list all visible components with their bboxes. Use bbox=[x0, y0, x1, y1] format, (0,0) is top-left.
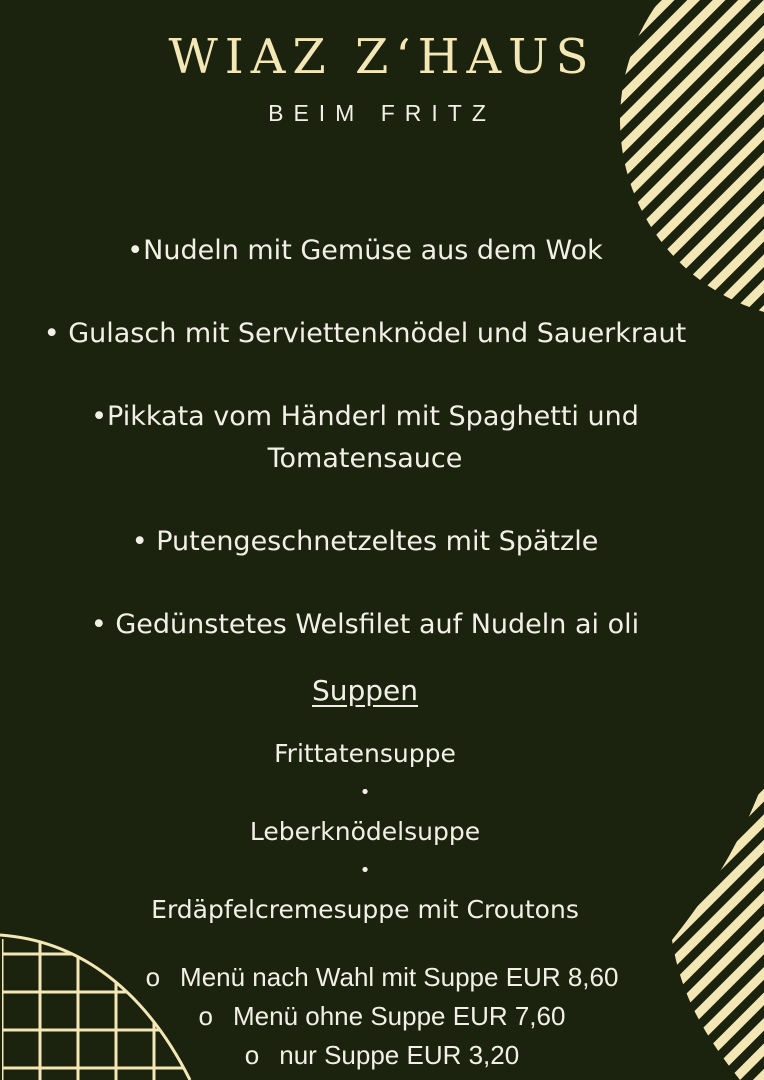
price-line bbox=[0, 997, 764, 1036]
restaurant-subtitle: BEIM FRITZ bbox=[268, 100, 496, 126]
soup-separator: • bbox=[359, 860, 371, 881]
price-text: nur Suppe EUR 3,20 bbox=[279, 1040, 520, 1070]
soups-heading: Suppen bbox=[311, 674, 419, 707]
price-list bbox=[0, 958, 764, 1075]
soup-item: Frittatensuppe bbox=[274, 739, 456, 768]
list-bullet: o bbox=[145, 962, 161, 992]
dish-item: • Gedünstetes Welsfilet auf Nudeln ai oli bbox=[90, 609, 640, 640]
soup-item: Erdäpfelcremesuppe mit Croutons bbox=[151, 895, 579, 924]
menu-header bbox=[0, 28, 764, 127]
price-text: Menü ohne Suppe EUR 7,60 bbox=[233, 1001, 566, 1031]
price-text: Menü nach Wahl mit Suppe EUR 8,60 bbox=[180, 962, 619, 992]
list-bullet: o bbox=[244, 1040, 260, 1070]
dish-item: •Pikkata vom Händerl mit Spaghetti und Tomatensauce bbox=[91, 401, 639, 474]
restaurant-title: WIAZ Z‘HAUS bbox=[168, 29, 596, 85]
dish-item: •Nudeln mit Gemüse aus dem Wok bbox=[127, 235, 603, 266]
price-line bbox=[0, 958, 764, 997]
dish-list bbox=[20, 230, 710, 687]
soup-item: Leberknödelsuppe bbox=[249, 817, 481, 846]
soup-list bbox=[0, 735, 730, 929]
dish-item: • Gulasch mit Serviettenknödel und Sauerkraut bbox=[43, 318, 687, 349]
price-line bbox=[0, 1036, 764, 1075]
list-bullet: o bbox=[198, 1001, 213, 1031]
soup-separator: • bbox=[359, 782, 371, 803]
dish-item: • Putengeschnetzeltes mit Spätzle bbox=[131, 526, 599, 557]
